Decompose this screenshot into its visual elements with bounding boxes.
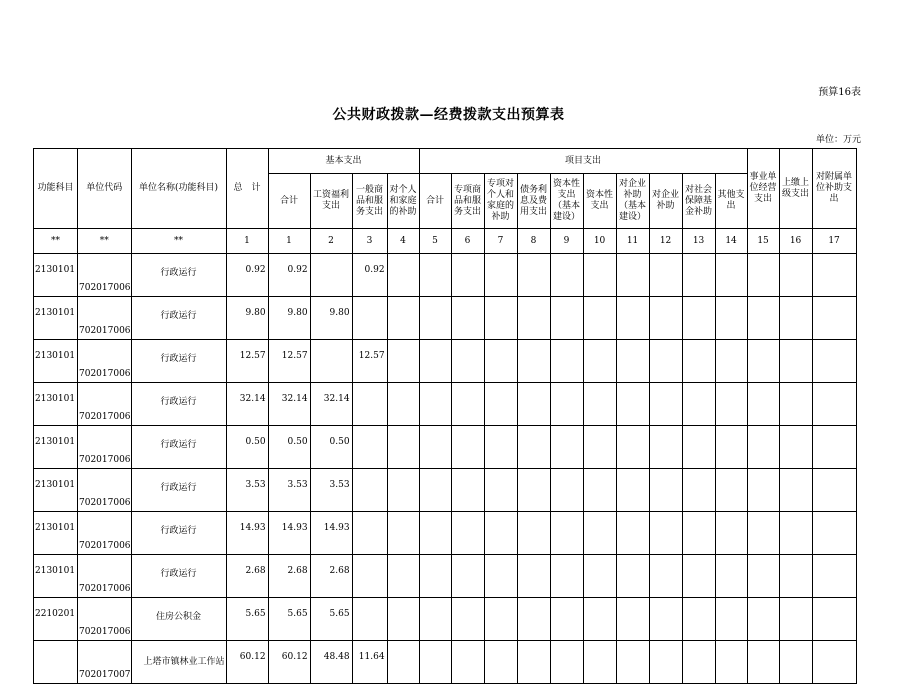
unit-code-cell: 702017006 xyxy=(78,254,132,297)
header-basic-salary: 工资福利支出 xyxy=(310,174,352,229)
empty-cell xyxy=(550,555,583,598)
column-number: 10 xyxy=(583,229,616,254)
empty-cell xyxy=(747,555,779,598)
empty-cell xyxy=(583,598,616,641)
empty-cell xyxy=(616,555,649,598)
empty-cell xyxy=(747,598,779,641)
empty-cell xyxy=(583,469,616,512)
table-row xyxy=(34,598,857,641)
empty-cell xyxy=(517,641,550,684)
empty-cell xyxy=(550,297,583,340)
salary-cell: 48.48 xyxy=(310,641,352,684)
empty-cell xyxy=(419,598,451,641)
column-number: 7 xyxy=(484,229,517,254)
table-row xyxy=(34,254,857,297)
header-basic-total: 合计 xyxy=(268,174,310,229)
column-number: 16 xyxy=(779,229,812,254)
empty-cell xyxy=(779,426,812,469)
unit-name-cell: 上塔市镇林业工作站 xyxy=(131,641,226,684)
column-number: ** xyxy=(131,229,226,254)
func-code-cell: 2130101 xyxy=(34,254,78,297)
empty-cell xyxy=(451,383,484,426)
empty-cell xyxy=(387,254,419,297)
empty-cell xyxy=(419,340,451,383)
salary-cell: 2.68 xyxy=(310,555,352,598)
empty-cell xyxy=(484,641,517,684)
empty-cell xyxy=(583,297,616,340)
empty-cell xyxy=(484,512,517,555)
empty-cell xyxy=(451,641,484,684)
empty-cell xyxy=(451,555,484,598)
empty-cell xyxy=(550,426,583,469)
header-project-other: 其他支出 xyxy=(715,174,747,229)
column-number: 8 xyxy=(517,229,550,254)
total-cell: 3.53 xyxy=(226,469,268,512)
empty-cell xyxy=(517,512,550,555)
empty-cell xyxy=(715,469,747,512)
empty-cell xyxy=(715,598,747,641)
empty-cell xyxy=(451,512,484,555)
empty-cell xyxy=(812,641,856,684)
header-basic: 基本支出 xyxy=(268,149,419,174)
empty-cell xyxy=(451,598,484,641)
header-business: 事业单位经营支出 xyxy=(747,149,779,229)
total-cell: 0.92 xyxy=(226,254,268,297)
total-cell: 60.12 xyxy=(226,641,268,684)
empty-cell xyxy=(387,555,419,598)
unit-code-cell: 702017006 xyxy=(78,555,132,598)
empty-cell xyxy=(451,469,484,512)
empty-cell xyxy=(747,641,779,684)
empty-cell xyxy=(387,426,419,469)
empty-cell xyxy=(812,426,856,469)
empty-cell xyxy=(715,641,747,684)
salary-cell: 0.50 xyxy=(310,426,352,469)
empty-cell xyxy=(747,426,779,469)
empty-cell xyxy=(779,297,812,340)
header-total: 总 计 xyxy=(226,149,268,229)
func-code-cell: 2130101 xyxy=(34,383,78,426)
empty-cell xyxy=(387,641,419,684)
header-func-code: 功能科目 xyxy=(34,149,78,229)
header-project-debt: 债务利息及费用支出 xyxy=(517,174,550,229)
basic-total-cell: 14.93 xyxy=(268,512,310,555)
table-row xyxy=(34,297,857,340)
empty-cell xyxy=(682,297,715,340)
empty-cell xyxy=(649,555,682,598)
column-number: 5 xyxy=(419,229,451,254)
header-project-enterprise: 对企业补助 xyxy=(649,174,682,229)
total-cell: 5.65 xyxy=(226,598,268,641)
empty-cell xyxy=(779,469,812,512)
goods-cell xyxy=(352,469,387,512)
unit-code-cell: 702017007 xyxy=(78,641,132,684)
empty-cell xyxy=(387,383,419,426)
empty-cell xyxy=(649,641,682,684)
empty-cell xyxy=(682,426,715,469)
empty-cell xyxy=(812,383,856,426)
empty-cell xyxy=(517,383,550,426)
empty-cell xyxy=(747,469,779,512)
empty-cell xyxy=(779,555,812,598)
empty-cell xyxy=(779,340,812,383)
unit-label: 单位：万元 xyxy=(815,135,861,145)
empty-cell xyxy=(550,340,583,383)
goods-cell xyxy=(352,512,387,555)
header-project-total: 合计 xyxy=(419,174,451,229)
table-row xyxy=(34,555,857,598)
empty-cell xyxy=(715,254,747,297)
func-code-cell: 2130101 xyxy=(34,426,78,469)
header-upper: 上缴上级支出 xyxy=(779,149,812,229)
header-project-goods: 专项商品和服务支出 xyxy=(451,174,484,229)
empty-cell xyxy=(517,598,550,641)
column-number: 11 xyxy=(616,229,649,254)
form-number: 预算16表 xyxy=(818,87,861,98)
salary-cell xyxy=(310,254,352,297)
empty-cell xyxy=(484,254,517,297)
empty-cell xyxy=(779,512,812,555)
total-cell: 12.57 xyxy=(226,340,268,383)
total-cell: 9.80 xyxy=(226,297,268,340)
empty-cell xyxy=(517,555,550,598)
empty-cell xyxy=(387,512,419,555)
empty-cell xyxy=(419,297,451,340)
basic-total-cell: 32.14 xyxy=(268,383,310,426)
column-number: 6 xyxy=(451,229,484,254)
column-number: 1 xyxy=(268,229,310,254)
column-number: 4 xyxy=(387,229,419,254)
unit-code-cell: 702017006 xyxy=(78,340,132,383)
empty-cell xyxy=(616,383,649,426)
empty-cell xyxy=(451,297,484,340)
header-project: 项目支出 xyxy=(419,149,747,174)
salary-cell: 5.65 xyxy=(310,598,352,641)
goods-cell xyxy=(352,426,387,469)
basic-total-cell: 60.12 xyxy=(268,641,310,684)
unit-code-cell: 702017006 xyxy=(78,469,132,512)
empty-cell xyxy=(387,340,419,383)
empty-cell xyxy=(484,469,517,512)
func-code-cell: 2130101 xyxy=(34,469,78,512)
empty-cell xyxy=(517,426,550,469)
empty-cell xyxy=(517,254,550,297)
empty-cell xyxy=(616,340,649,383)
salary-cell: 9.80 xyxy=(310,297,352,340)
unit-code-cell: 702017006 xyxy=(78,598,132,641)
empty-cell xyxy=(616,512,649,555)
empty-cell xyxy=(682,555,715,598)
empty-cell xyxy=(649,512,682,555)
unit-name-cell: 行政运行 xyxy=(131,512,226,555)
unit-name-cell: 住房公积金 xyxy=(131,598,226,641)
unit-name-cell: 行政运行 xyxy=(131,297,226,340)
empty-cell xyxy=(616,469,649,512)
unit-code-cell: 702017006 xyxy=(78,383,132,426)
empty-cell xyxy=(779,641,812,684)
column-number: 13 xyxy=(682,229,715,254)
empty-cell xyxy=(451,340,484,383)
unit-code-cell: 702017006 xyxy=(78,426,132,469)
empty-cell xyxy=(419,254,451,297)
func-code-cell: 2130101 xyxy=(34,555,78,598)
empty-cell xyxy=(812,254,856,297)
header-project-enterprise-construction: 对企业补助（基本建设） xyxy=(616,174,649,229)
basic-total-cell: 0.92 xyxy=(268,254,310,297)
empty-cell xyxy=(747,383,779,426)
empty-cell xyxy=(387,598,419,641)
column-number: 9 xyxy=(550,229,583,254)
empty-cell xyxy=(812,555,856,598)
empty-cell xyxy=(484,598,517,641)
empty-cell xyxy=(419,426,451,469)
empty-cell xyxy=(812,598,856,641)
header-unit-code: 单位代码 xyxy=(78,149,132,229)
column-number: 3 xyxy=(352,229,387,254)
empty-cell xyxy=(616,641,649,684)
empty-cell xyxy=(649,598,682,641)
empty-cell xyxy=(682,254,715,297)
goods-cell xyxy=(352,598,387,641)
empty-cell xyxy=(583,555,616,598)
salary-cell xyxy=(310,340,352,383)
empty-cell xyxy=(682,512,715,555)
empty-cell xyxy=(682,469,715,512)
empty-cell xyxy=(550,254,583,297)
empty-cell xyxy=(451,254,484,297)
func-code-cell: 2130101 xyxy=(34,512,78,555)
empty-cell xyxy=(715,555,747,598)
empty-cell xyxy=(715,340,747,383)
unit-name-cell: 行政运行 xyxy=(131,340,226,383)
unit-code-cell: 702017006 xyxy=(78,512,132,555)
goods-cell: 0.92 xyxy=(352,254,387,297)
empty-cell xyxy=(616,426,649,469)
empty-cell xyxy=(517,469,550,512)
empty-cell xyxy=(715,297,747,340)
empty-cell xyxy=(812,512,856,555)
table-row xyxy=(34,383,857,426)
empty-cell xyxy=(583,641,616,684)
unit-name-cell: 行政运行 xyxy=(131,469,226,512)
unit-name-cell: 行政运行 xyxy=(131,254,226,297)
header-project-capital-construction: 资本性支出（基本建设） xyxy=(550,174,583,229)
empty-cell xyxy=(550,598,583,641)
empty-cell xyxy=(649,297,682,340)
header-basic-personal: 对个人和家庭的补助 xyxy=(387,174,419,229)
empty-cell xyxy=(419,383,451,426)
empty-cell xyxy=(682,641,715,684)
column-number: 12 xyxy=(649,229,682,254)
total-cell: 14.93 xyxy=(226,512,268,555)
total-cell: 32.14 xyxy=(226,383,268,426)
func-code-cell: 2210201 xyxy=(34,598,78,641)
goods-cell: 12.57 xyxy=(352,340,387,383)
empty-cell xyxy=(649,469,682,512)
table-row xyxy=(34,512,857,555)
empty-cell xyxy=(387,469,419,512)
empty-cell xyxy=(649,254,682,297)
basic-total-cell: 3.53 xyxy=(268,469,310,512)
empty-cell xyxy=(747,512,779,555)
table-row xyxy=(34,426,857,469)
empty-cell xyxy=(484,383,517,426)
empty-cell xyxy=(747,340,779,383)
basic-total-cell: 12.57 xyxy=(268,340,310,383)
empty-cell xyxy=(451,426,484,469)
unit-name-cell: 行政运行 xyxy=(131,555,226,598)
salary-cell: 14.93 xyxy=(310,512,352,555)
goods-cell: 11.64 xyxy=(352,641,387,684)
header-basic-goods: 一般商品和服务支出 xyxy=(352,174,387,229)
empty-cell xyxy=(583,254,616,297)
empty-cell xyxy=(616,598,649,641)
empty-cell xyxy=(682,340,715,383)
header-subsidiary: 对附属单位补助支出 xyxy=(812,149,856,229)
empty-cell xyxy=(747,254,779,297)
empty-cell xyxy=(419,641,451,684)
column-number: 17 xyxy=(812,229,856,254)
empty-cell xyxy=(484,426,517,469)
unit-code-cell: 702017006 xyxy=(78,297,132,340)
empty-cell xyxy=(484,555,517,598)
empty-cell xyxy=(812,297,856,340)
goods-cell xyxy=(352,383,387,426)
basic-total-cell: 0.50 xyxy=(268,426,310,469)
budget-table xyxy=(33,148,857,684)
func-code-cell xyxy=(34,641,78,684)
empty-cell xyxy=(419,469,451,512)
empty-cell xyxy=(812,340,856,383)
empty-cell xyxy=(484,340,517,383)
header-project-social-security: 对社会保障基金补助 xyxy=(682,174,715,229)
empty-cell xyxy=(715,426,747,469)
empty-cell xyxy=(419,512,451,555)
empty-cell xyxy=(649,340,682,383)
basic-total-cell: 9.80 xyxy=(268,297,310,340)
page-title: 公共财政拨款—经费拨款支出预算表 xyxy=(332,107,565,123)
salary-cell: 3.53 xyxy=(310,469,352,512)
goods-cell xyxy=(352,297,387,340)
empty-cell xyxy=(583,383,616,426)
empty-cell xyxy=(484,297,517,340)
column-number: 2 xyxy=(310,229,352,254)
goods-cell xyxy=(352,555,387,598)
empty-cell xyxy=(550,383,583,426)
empty-cell xyxy=(779,598,812,641)
empty-cell xyxy=(715,512,747,555)
empty-cell xyxy=(649,383,682,426)
empty-cell xyxy=(517,340,550,383)
unit-name-cell: 行政运行 xyxy=(131,383,226,426)
header-project-capital: 资本性支出 xyxy=(583,174,616,229)
empty-cell xyxy=(616,297,649,340)
table-row xyxy=(34,641,857,684)
empty-cell xyxy=(419,555,451,598)
empty-cell xyxy=(682,383,715,426)
column-number-row xyxy=(34,229,857,254)
column-number: 14 xyxy=(715,229,747,254)
column-number: ** xyxy=(78,229,132,254)
column-number: 15 xyxy=(747,229,779,254)
empty-cell xyxy=(517,297,550,340)
empty-cell xyxy=(550,512,583,555)
empty-cell xyxy=(649,426,682,469)
func-code-cell: 2130101 xyxy=(34,340,78,383)
table-row xyxy=(34,340,857,383)
salary-cell: 32.14 xyxy=(310,383,352,426)
header-project-personal: 专项对个人和家庭的补助 xyxy=(484,174,517,229)
empty-cell xyxy=(583,340,616,383)
empty-cell xyxy=(779,383,812,426)
empty-cell xyxy=(682,598,715,641)
total-cell: 0.50 xyxy=(226,426,268,469)
empty-cell xyxy=(715,383,747,426)
empty-cell xyxy=(583,512,616,555)
empty-cell xyxy=(387,297,419,340)
empty-cell xyxy=(550,469,583,512)
table-row xyxy=(34,469,857,512)
total-cell: 2.68 xyxy=(226,555,268,598)
header-unit-name: 单位名称(功能科目) xyxy=(131,149,226,229)
column-number: 1 xyxy=(226,229,268,254)
empty-cell xyxy=(616,254,649,297)
column-number: ** xyxy=(34,229,78,254)
empty-cell xyxy=(583,426,616,469)
empty-cell xyxy=(812,469,856,512)
basic-total-cell: 2.68 xyxy=(268,555,310,598)
unit-name-cell: 行政运行 xyxy=(131,426,226,469)
empty-cell xyxy=(550,641,583,684)
func-code-cell: 2130101 xyxy=(34,297,78,340)
empty-cell xyxy=(779,254,812,297)
basic-total-cell: 5.65 xyxy=(268,598,310,641)
empty-cell xyxy=(747,297,779,340)
